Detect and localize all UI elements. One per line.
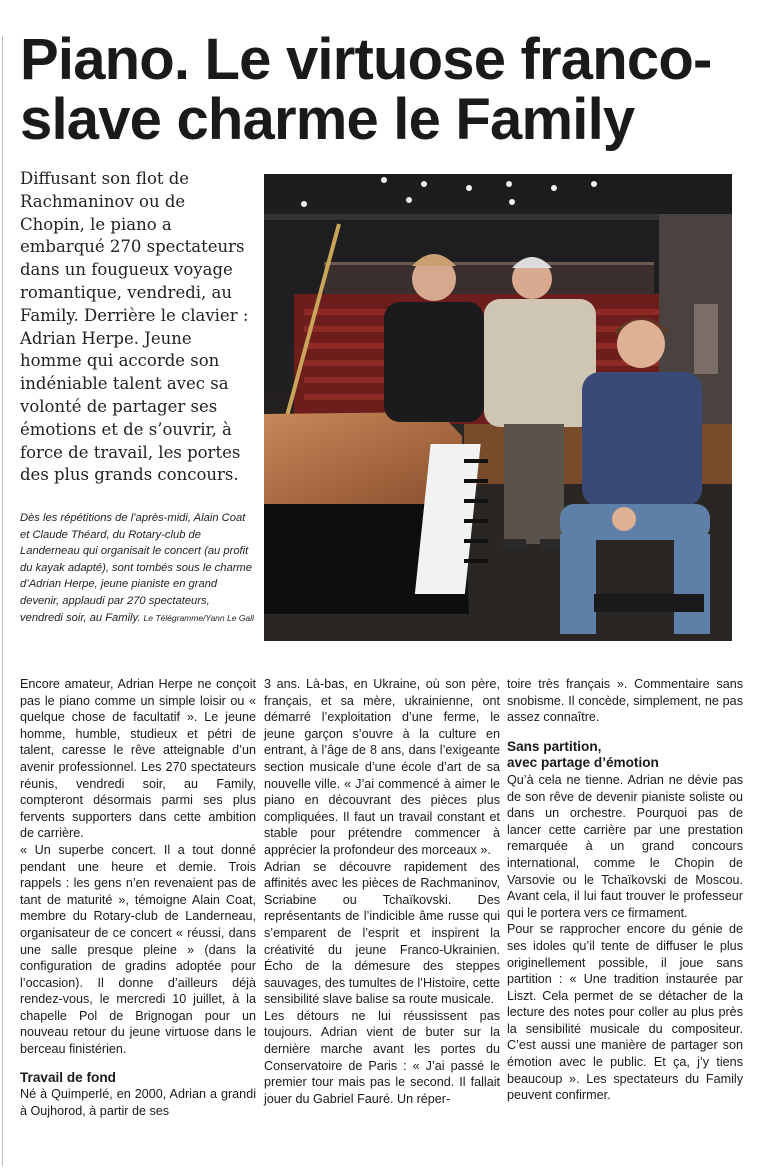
article-photo <box>264 174 732 641</box>
paragraph-gap <box>20 1058 256 1070</box>
page-edge-rule <box>2 36 3 1166</box>
subheading-line-2: avec partage d’émotion <box>507 755 659 771</box>
concert-hall-photo-illustration <box>264 174 732 641</box>
body-paragraph: 3 ans. Là-bas, en Ukraine, où son père, français, et sa mère, ukrainienne, ont démarré l’exploitation d’une ferme, le jeune garçon s’ouvre à la culture en entrant, à l’âge de 8 ans, dans l’exigeante section musicale d’une école d’art de sa nouvelle ville. « J’ai commencé à aimer le piano en découvrant des pièces plus compliquées. Il faut un travail constant et stable pour prétendre commencer à apprécier la profondeur des morceaux ». <box>264 677 500 857</box>
body-paragraph: Adrian se découvre rapidement des affinités avec les pièces de Rachmaninov, Scriabine ou Tchaïkovski. Des représentants de l’indicible âme russe qui s’emparent de l’esprit et inspirent la créativité du jeune Franco-Ukrainien. Écho de la démesure des steppes sauvages, des tumultes de l’Histoire, cette sensibilité slave balise sa route musicale. <box>264 859 500 1007</box>
article-column-3 <box>507 676 743 1104</box>
subheading-travail-de-fond: Travail de fond <box>20 1069 116 1085</box>
article-lede: Diffusant son flot de Rachmaninov ou de Chopin, le piano a embarqué 270 spectateurs dans un fougueux voyage romantique, vendredi, au Family. Derrière le clavier : Adrian Herpe. Jeune homme qui accorde son indéniable talent avec sa volonté de partager ses émotions et de s’ouvrir, à force de travail, les portes des plus grands concours. <box>20 169 249 485</box>
article-column-2 <box>264 676 500 1107</box>
subheading-sans-partition <box>507 739 743 772</box>
body-paragraph: Encore amateur, Adrian Herpe ne conçoit pas le piano comme un simple loisir ou « quelque chose de facultatif ». Le jeune homme, humble, studieux et pétri de talent, caresse le rêve atteignable d’un avenir professionnel. Les 270 spectateurs réunis, vendredi soir, au Family, compteront désormais parmi ses plus fervents supporters dans cette ambition de carrière. <box>20 677 256 841</box>
subheading-line-1: Sans partition, <box>507 738 602 754</box>
body-paragraph: « Un superbe concert. Il a tout donné pendant une heure et demie. Trois rappels : les gens n’en revenaient pas de tant de maturité », témoigne Alain Coat, membre du Rotary-club de Landerneau, organisateur de ce concert « réussi, dans une salle presque pleine » (dans la configuration de gradins adoptée pour l’occasion). Il donne d’ailleurs déjà rendez-vous, le mercredi 10 juillet, à la chapelle Pol de Brignogan pour un nouveau retour du jeune virtuose dans le berceau finistérien. <box>20 842 256 1057</box>
body-paragraph: Les détours ne lui réussissent pas toujours. Adrian vient de buter sur la dernière marche avant les portes du Conservatoire de Paris : « J’ai passé le premier tour mais pas le second. Il fallait jouer du Gabriel Fauré. Un réper- <box>264 1008 500 1106</box>
body-paragraph: Qu’à cela ne tienne. Adrian ne dévie pas de son rêve de devenir pianiste soliste ou dans un orchestre. Pourquoi pas de lancer cette carrière par une prestation remarquée à un grand concours international, comme le Chopin de Varsovie ou le Tchaïkovski de Moscou. Avant cela, il lui faut trouver le professeur qui le portera vers ce firmament. <box>507 772 743 920</box>
photo-credit: Le Télégramme/Yann Le Gall <box>143 612 254 623</box>
body-paragraph: toire très français ». Commentaire sans snobisme. Il concède, simplement, ne pas assez connaître. <box>507 677 743 725</box>
article-column-1 <box>20 676 256 1119</box>
article-title: Piano. Le virtuose franco-slave charme le Family <box>20 27 712 152</box>
photo-caption <box>20 510 255 626</box>
body-paragraph: Né à Quimperlé, en 2000, Adrian a grandi à Oujhorod, à partir de ses <box>20 1087 256 1118</box>
photo-caption-text: Dès les répétitions de l’après-midi, Alain Coat et Claude Théard, du Rotary-club de Landerneau qui organisait le concert (au profit du kayak adapté), sont tombés sous le charme d’Adrian Herpe, jeune pianiste en grand devenir, applaudi par 270 spectateurs, vendredi soir, au Family. <box>20 512 252 624</box>
body-paragraph: Pour se rapprocher encore du génie de ses idoles qu’il tente de diffuser le plus originellement possible, il joue sans partition : « Une tradition instaurée par Liszt. Cela permet de se détacher de la lecture des notes pour coller au plus près la sensibilité musicale du compositeur. C’est aussi une manière de partager son émotion avec le public. Et ça, j’y tiens beaucoup ». Les spectateurs du Family peuvent confirmer. <box>507 922 743 1103</box>
